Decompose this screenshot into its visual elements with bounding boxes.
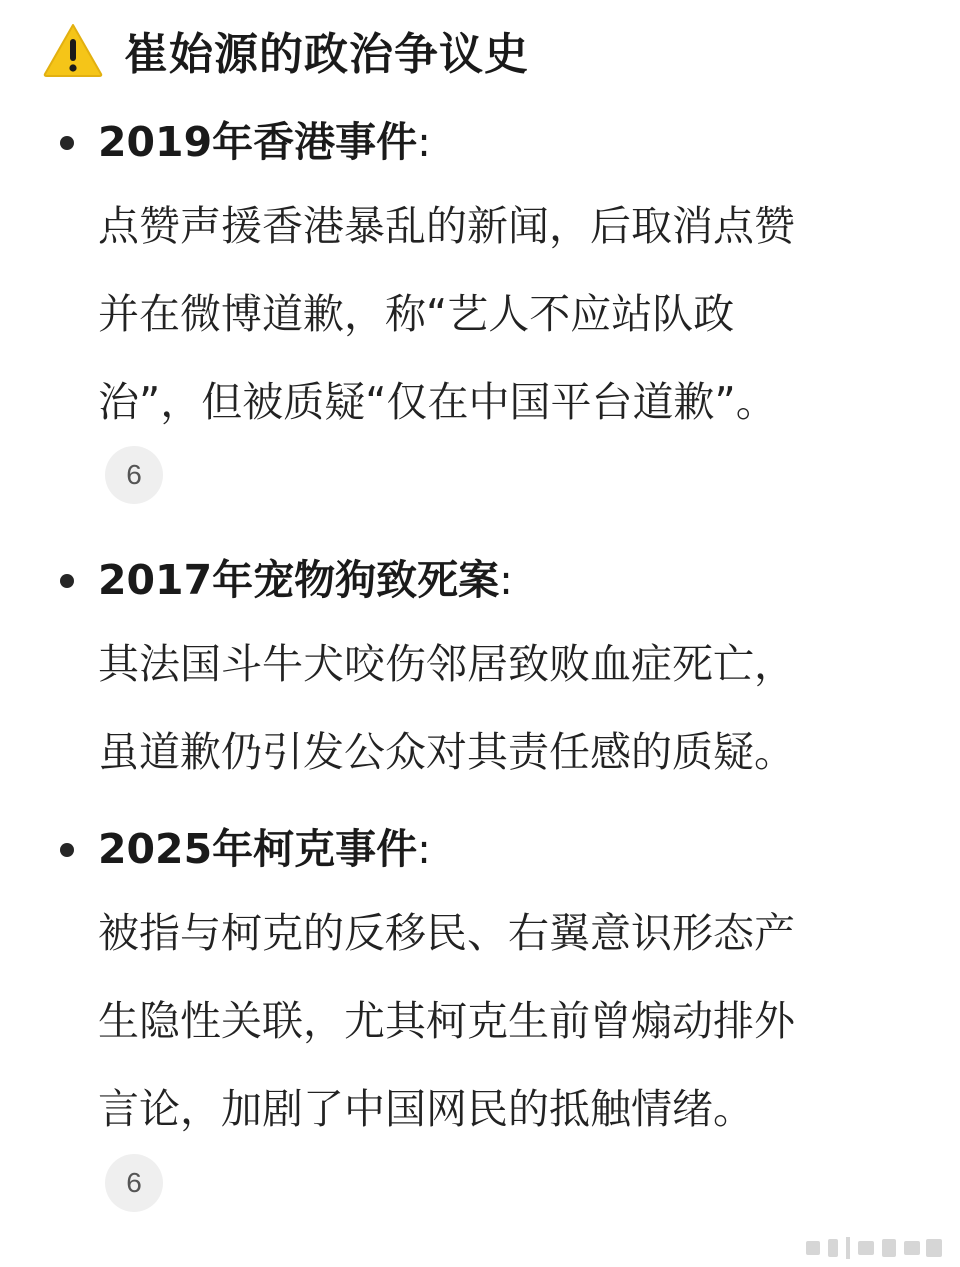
- body-line: 并在微博道歉，称“艺人不应站队政: [98, 290, 735, 338]
- body-line: 虽道歉仍引发公众对其责任感的质疑。: [98, 728, 795, 776]
- item-title-text: 2025年柯克事件: [98, 825, 418, 873]
- citation-badge[interactable]: 6: [105, 1154, 163, 1212]
- warning-icon: [42, 22, 104, 78]
- item-title-text: 2019年香港事件: [98, 118, 418, 166]
- bullet-icon: [60, 574, 74, 588]
- bullet-icon: [60, 843, 74, 857]
- body-line: 被指与柯克的反移民、右翼意识形态产: [98, 909, 795, 957]
- heading-title: 崔始源的政治争议史: [124, 29, 529, 80]
- item-title-colon: :: [499, 556, 513, 604]
- citation-badge[interactable]: 6: [105, 446, 163, 504]
- item-title-text: 2017年宠物狗致死案: [98, 556, 500, 604]
- item-title: [98, 114, 431, 170]
- body-line: 言论，加剧了中国网民的抵触情绪。: [98, 1085, 754, 1133]
- body-line: 点赞声援香港暴乱的新闻，后取消点赞: [98, 202, 795, 250]
- bullet-icon: [60, 136, 74, 150]
- body-line: 生隐性关联，尤其柯克生前曾煽动排外: [98, 997, 795, 1045]
- watermark: [800, 1231, 950, 1261]
- section-heading: [42, 20, 529, 80]
- item-body: [98, 620, 918, 796]
- item-body: [98, 889, 918, 1153]
- body-line: 其法国斗牛犬咬伤邻居致败血症死亡，: [98, 640, 795, 688]
- item-title-colon: :: [417, 825, 431, 873]
- body-line: 治”，但被质疑“仅在中国平台道歉”。: [98, 378, 777, 426]
- item-body: [98, 182, 918, 446]
- item-title-colon: :: [417, 118, 431, 166]
- item-title: [98, 552, 513, 608]
- item-title: [98, 821, 431, 877]
